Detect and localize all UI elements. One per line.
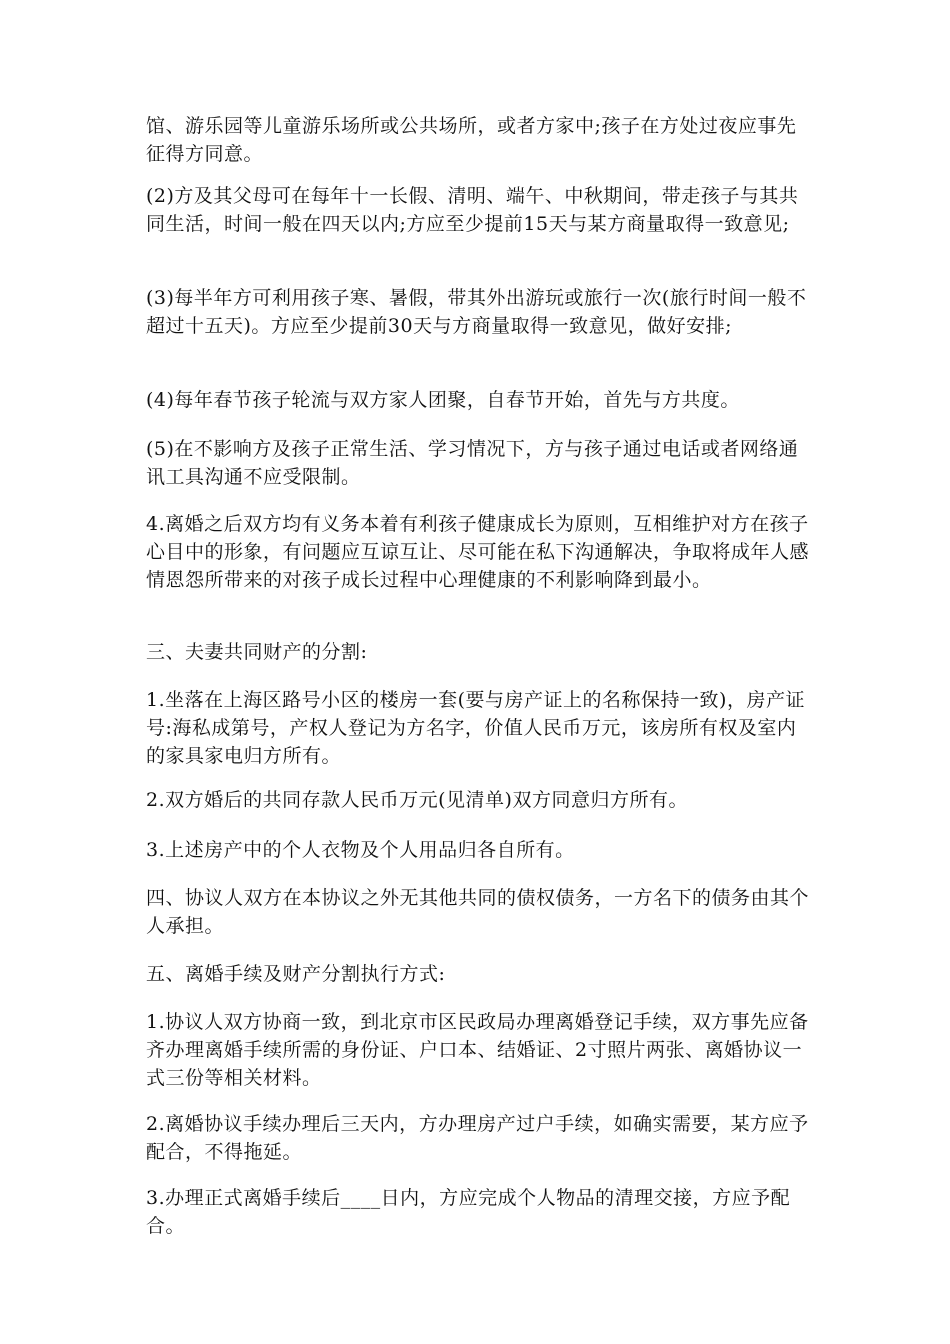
paragraph-communication: (5)在不影响方及孩子正常生活、学习情况下，方与孩子通过电话或者网络通讯工具沟通不应受限制。 xyxy=(146,438,799,488)
paragraph-mutual-obligation: 4.离婚之后双方均有义务本着有利孩子健康成长为原则，互相维护对方在孩子心目中的形象，有问题应互谅互让、尽可能在私下沟通解决，争取将成年人感情恩怨所带来的对孩子成长过程中心理健康的不利影响降到最小。 xyxy=(146,513,810,591)
paragraph-spring-festival: (4)每年春节孩子轮流与双方家人团聚，自春节开始，首先与方共度。 xyxy=(146,389,740,411)
heading-procedures: 五、离婚手续及财产分割执行方式: xyxy=(146,963,446,985)
paragraph-handover: 3.办理正式离婚手续后____日内，方应完成个人物品的清理交接，方应予配合。 xyxy=(146,1187,791,1237)
paragraph-registration: 1.协议人双方协商一致，到北京市区民政局办理离婚登记手续，双方事先应备齐办理离婚手续所需的身份证、户口本、结婚证、2寸照片两张、离婚协议一式三份等相关材料。 xyxy=(146,1011,809,1089)
paragraph-holiday-visitation: (2)方及其父母可在每年十一长假、清明、端午、中秋期间，带走孩子与其共同生活，时间一般在四天以内;方应至少提前15天与某方商量取得一致意见; xyxy=(146,185,799,235)
paragraph-debts: 四、协议人双方在本协议之外无其他共同的债权债务，一方名下的债务由其个人承担。 xyxy=(146,887,810,937)
paragraph-personal-items: 3.上述房产中的个人衣物及个人用品归各自所有。 xyxy=(146,839,575,861)
paragraph-property-transfer: 2.离婚协议手续办理后三天内，方办理房产过户手续，如确实需要，某方应予配合，不得拖延。 xyxy=(146,1113,809,1163)
heading-property-division: 三、夫妻共同财产的分割: xyxy=(146,641,368,663)
paragraph-joint-savings: 2.双方婚后的共同存款人民币万元(见清单)双方同意归方所有。 xyxy=(146,789,688,811)
paragraph-vacation-travel: (3)每半年方可利用孩子寒、暑假，带其外出游玩或旅行一次(旅行时间一般不超过十五天)。方应至少提前30天与方商量取得一致意见，做好安排; xyxy=(146,287,807,337)
paragraph-real-estate: 1.坐落在上海区路号小区的楼房一套(要与房产证上的名称保持一致)，房产证号:海私成第号，产权人登记为方名字，价值人民币万元，该房所有权及室内的家具家电归方所有。 xyxy=(146,689,805,767)
paragraph-visitation-venue: 馆、游乐园等儿童游乐场所或公共场所，或者方家中;孩子在方处过夜应事先征得方同意。 xyxy=(146,115,797,165)
